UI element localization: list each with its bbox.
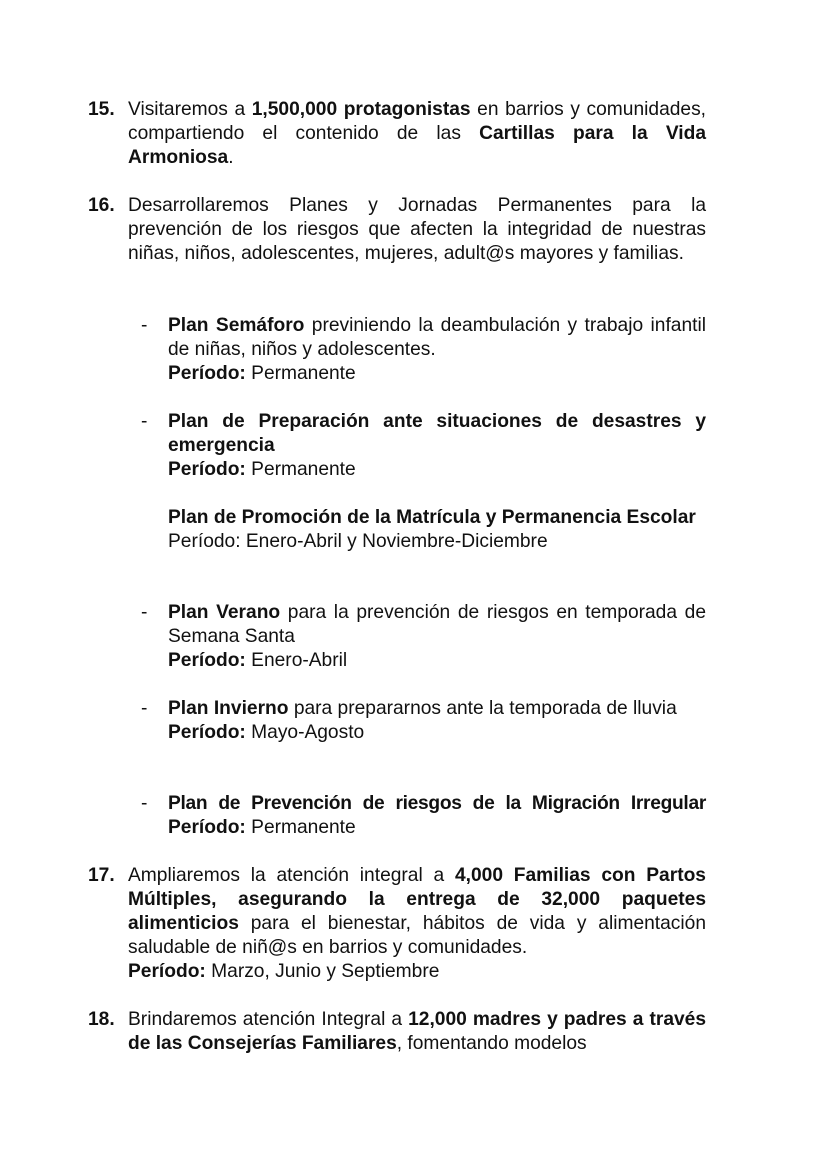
plan-description: Plan Semáforo previniendo la deambulación y trabajo infantil de niñas, niños y adolescentes. [168,315,706,360]
item-number: 16. [88,195,115,216]
plan-period: Período: Enero-Abril [168,650,348,671]
list-item-15 [84,98,706,170]
plan-period: Período: Permanente [168,817,356,838]
item-text: Brindaremos atención Integral a 12,000 madres y padres a través de las Consejerías Familiares, fomentando modelos [128,1009,706,1054]
plan-semaforo [136,314,706,386]
item-text: Desarrollaremos Planes y Jornadas Permanentes para la prevención de los riesgos que afecten la integridad de nuestras niñas, niños, adolescentes, mujeres, adult@s mayores y familias. [128,195,706,264]
item-text: Ampliaremos la atención integral a 4,000 Familias con Partos Múltiples, asegurando la entrega de 32,000 paquetes alimenticios para el bienestar, hábitos de vida y alimentación saludable de niñ@s en barrios y comunidades. [128,865,706,958]
list-item-16 [84,194,706,266]
plan-title: Plan de Promoción de la Matrícula y Permanencia Escolar [168,507,696,528]
item-number: 17. [88,865,115,886]
plan-period: Período: Permanente [168,363,356,384]
item-text: Visitaremos a 1,500,000 protagonistas en barrios y comunidades, compartiendo el contenido de las Cartillas para la Vida Armoniosa. [128,99,707,168]
item-period: Período: Marzo, Junio y Septiembre [128,961,440,982]
plan-description: Plan Invierno para prepararnos ante la temporada de lluvia [168,698,677,719]
plan-period: Período: Enero-Abril y Noviembre-Diciembre [168,531,548,552]
plan-title: Plan de Preparación ante situaciones de desastres y emergencia [168,411,706,456]
plan-promocion-matricula [136,506,706,554]
plan-period: Período: Mayo-Agosto [168,722,365,743]
item-number: 18. [88,1009,115,1030]
list-item-18 [84,1008,706,1056]
plan-title: Plan Semáforo [168,315,305,336]
bullet-dash: - [141,602,148,623]
bullet-dash: - [141,793,148,814]
plan-title: Plan de Prevención de riesgos de la Migración Irregular [168,793,706,814]
plan-title: Plan Invierno [168,698,289,719]
list-item-17 [84,864,706,984]
plan-invierno [136,697,706,745]
plan-verano [136,601,706,673]
plan-period: Período: Permanente [168,459,356,480]
item-number: 15. [88,99,115,120]
plan-description: Plan Verano para la prevención de riesgos en temporada de Semana Santa [168,602,706,647]
plan-migracion-irregular [136,792,706,840]
bullet-dash: - [141,698,148,719]
plan-preparacion [136,410,706,482]
bullet-dash: - [141,411,148,432]
bullet-dash: - [141,315,148,336]
plan-title: Plan Verano [168,602,281,623]
